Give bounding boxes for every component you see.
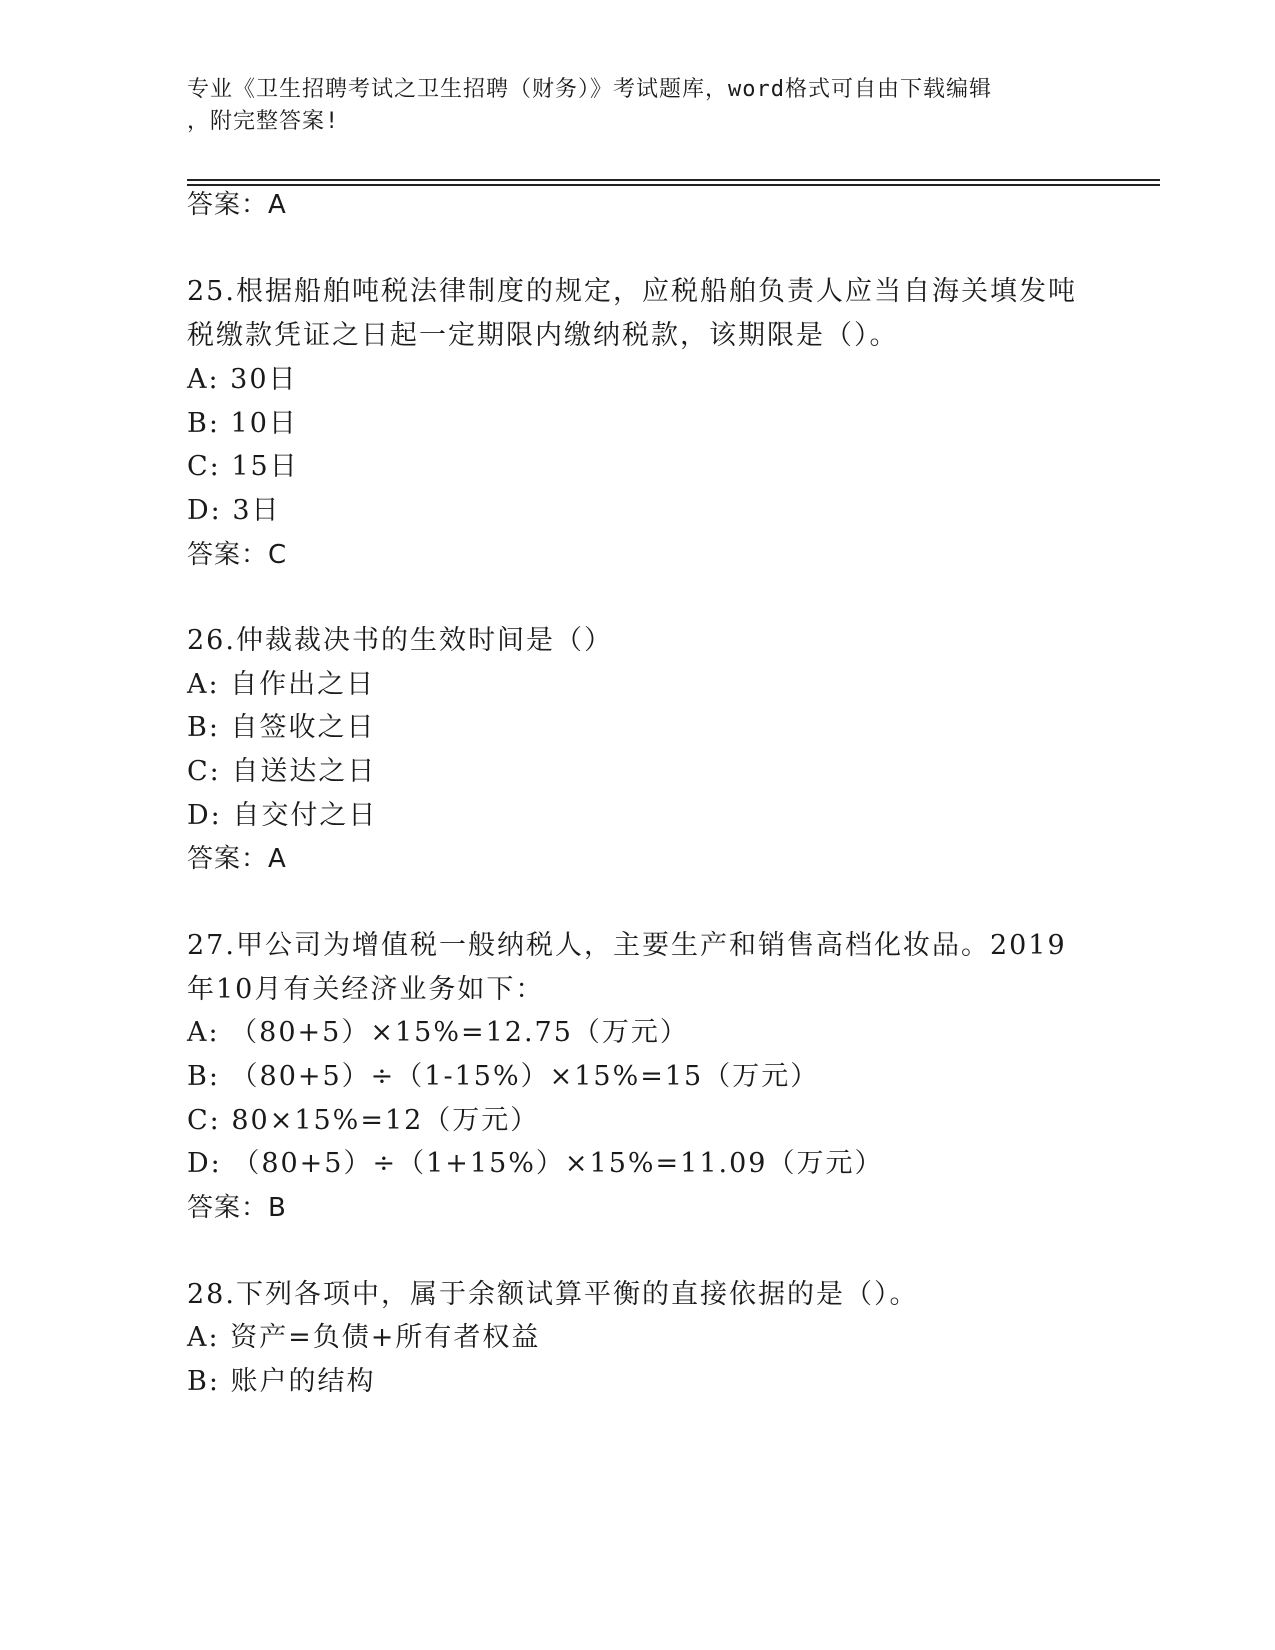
header-divider-bottom xyxy=(187,184,1160,186)
q26-stem-line-1: 26.仲裁裁决书的生效时间是（） xyxy=(187,625,613,656)
q27-option-b: B: （80+5）÷（1-15%）×15%=15（万元） xyxy=(187,1061,820,1092)
q27-stem-line-1: 27.甲公司为增值税一般纳税人，主要生产和销售高档化妆品。2019 xyxy=(187,930,1067,961)
header-divider-top xyxy=(187,179,1160,181)
q26-option-b: B: 自签收之日 xyxy=(187,712,376,743)
q27-option-d: D: （80+5）÷（1+15%）×15%=11.09（万元） xyxy=(187,1148,884,1179)
header-line-1: 专业《卫生招聘考试之卫生招聘（财务）》考试题库，word格式可自由下载编辑 xyxy=(187,77,992,102)
q25-option-d: D: 3日 xyxy=(187,495,281,526)
header-line-2: ，附完整答案! xyxy=(187,109,340,134)
q26-option-a: A: 自作出之日 xyxy=(187,669,376,700)
q27-option-a: A: （80+5）×15%=12.75（万元） xyxy=(187,1017,689,1048)
q25-stem-line-2: 税缴款凭证之日起一定期限内缴纳税款，该期限是（）。 xyxy=(187,320,899,351)
q25-option-b: B: 10日 xyxy=(187,408,298,439)
q27-stem-line-2: 年10月有关经济业务如下： xyxy=(187,974,545,1005)
q28-option-a: A: 资产=负债+所有者权益 xyxy=(187,1322,541,1353)
q26-answer: 答案：A xyxy=(187,844,287,874)
q28-option-b: B: 账户的结构 xyxy=(187,1366,376,1397)
q25-stem-line-1: 25.根据船舶吨税法律制度的规定，应税船舶负责人应当自海关填发吨 xyxy=(187,276,1077,307)
q25-answer: 答案：C xyxy=(187,540,288,570)
q28-stem-line-1: 28.下列各项中，属于余额试算平衡的直接依据的是（）。 xyxy=(187,1279,919,1310)
q25-option-c: C: 15日 xyxy=(187,451,299,482)
document-header xyxy=(187,74,1087,138)
q27-answer: 答案：B xyxy=(187,1193,287,1223)
q25-option-a: A: 30日 xyxy=(187,364,298,395)
q27-option-c: C: 80×15%=12（万元） xyxy=(187,1105,540,1136)
answer-prev: 答案：A xyxy=(187,190,287,220)
q26-option-c: C: 自送达之日 xyxy=(187,756,377,787)
q26-option-d: D: 自交付之日 xyxy=(187,800,378,831)
